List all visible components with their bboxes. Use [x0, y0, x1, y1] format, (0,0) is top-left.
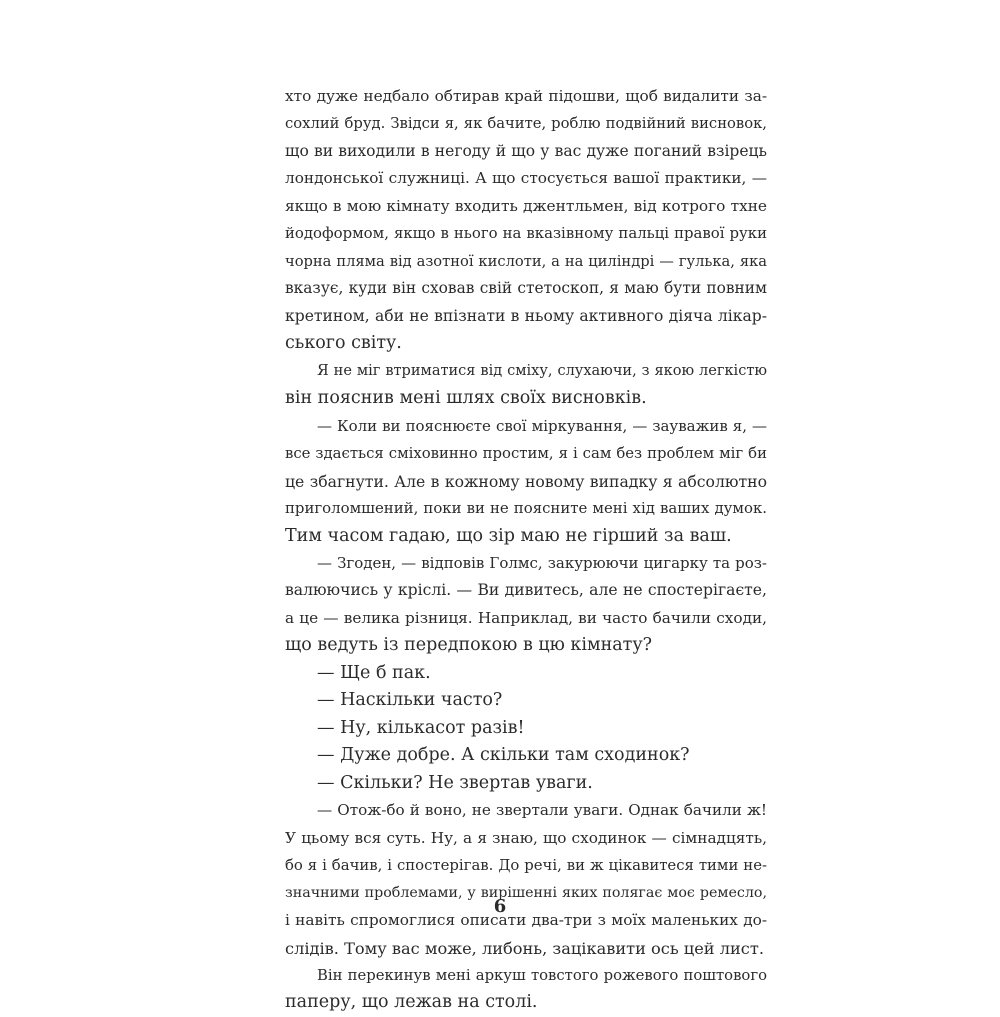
- text-line: лондонської служниці. А що стосується вашої практики, —: [285, 169, 767, 188]
- text-line: це збагнути. Але в кожному новому випадку я абсолютно: [285, 471, 767, 491]
- text-line: — Дуже добре. А скільки там сходинок?: [317, 745, 690, 766]
- text-line: значними проблемами, у вирішенні яких полягає моє ремесло,: [285, 884, 767, 901]
- page-number: 6: [493, 896, 507, 917]
- text-line: чорна пляма від азотної кислоти, а на циліндрі — гулька, яка: [285, 252, 767, 270]
- text-line: — Наскільки часто?: [317, 690, 503, 711]
- text-line: вказує, куди він сховав свій стетоскоп, я маю бути повним: [285, 279, 767, 298]
- text-line: ського світу.: [285, 333, 402, 354]
- text-line: Тим часом гадаю, що зір маю не гірший за ваш.: [285, 525, 732, 546]
- text-line: — Коли ви пояснюєте свої міркування, — зауважив я, —: [317, 416, 767, 435]
- text-line: — Згоден, — відповів Голмс, закурюючи цигарку та роз-: [317, 553, 767, 572]
- text-line: і навіть спромоглися описати два-три з моїх маленьких до-: [285, 911, 767, 930]
- text-line: Я не міг втриматися від сміху, слухаючи, з якою легкістю: [317, 362, 767, 379]
- text-line: він пояснив мені шлях своїх висновків.: [285, 388, 647, 409]
- text-line: якщо в мою кімнату входить джентльмен, від котрого тхне: [285, 196, 767, 215]
- text-line: що ведуть із передпокою в цю кімнату?: [285, 635, 653, 656]
- text-line: кретином, аби не впізнати в ньому активного діяча лікар-: [285, 306, 767, 325]
- text-line: — Отож-бо й воно, не звертали уваги. Однак бачили ж!: [317, 801, 767, 820]
- text-line: — Ну, кількасот разів!: [317, 717, 525, 738]
- text-line: Він перекинув мені аркуш товстого рожевого поштового: [317, 967, 767, 984]
- text-line: йодоформом, якщо в нього на вказівному пальці правої руки: [285, 224, 767, 243]
- body-text: [285, 83, 767, 1017]
- text-line: хто дуже недбало обтирав край підошви, щоб видалити за-: [285, 87, 767, 105]
- text-line: паперу, що лежав на столі.: [285, 992, 538, 1013]
- text-line: — Скільки? Не звертав уваги.: [317, 772, 593, 793]
- text-line: все здається сміховинно простим, я і сам без проблем міг би: [285, 444, 767, 463]
- text-line: сохлий бруд. Звідси я, як бачите, роблю подвійний висновок,: [285, 115, 767, 133]
- text-line: У цьому вся суть. Ну, а я знаю, що сходинок — сімнадцять,: [285, 828, 767, 847]
- text-line: бо я і бачив, і спостерігав. До речі, ви ж цікавитеся тими не-: [285, 856, 767, 875]
- text-line: слідів. Тому вас може, либонь, зацікавити ось цей лист.: [285, 938, 764, 958]
- text-line: а це — велика різниця. Наприклад, ви часто бачили сходи,: [285, 608, 767, 627]
- text-line: валюючись у кріслі. — Ви дивитесь, але не спостерігаєте,: [285, 581, 767, 600]
- text-line: приголомшений, поки ви не поясните мені хід ваших думок.: [285, 499, 767, 518]
- text-line: що ви виходили в негоду й що у вас дуже поганий взірець: [285, 141, 767, 160]
- text-line: — Ще б пак.: [317, 662, 431, 683]
